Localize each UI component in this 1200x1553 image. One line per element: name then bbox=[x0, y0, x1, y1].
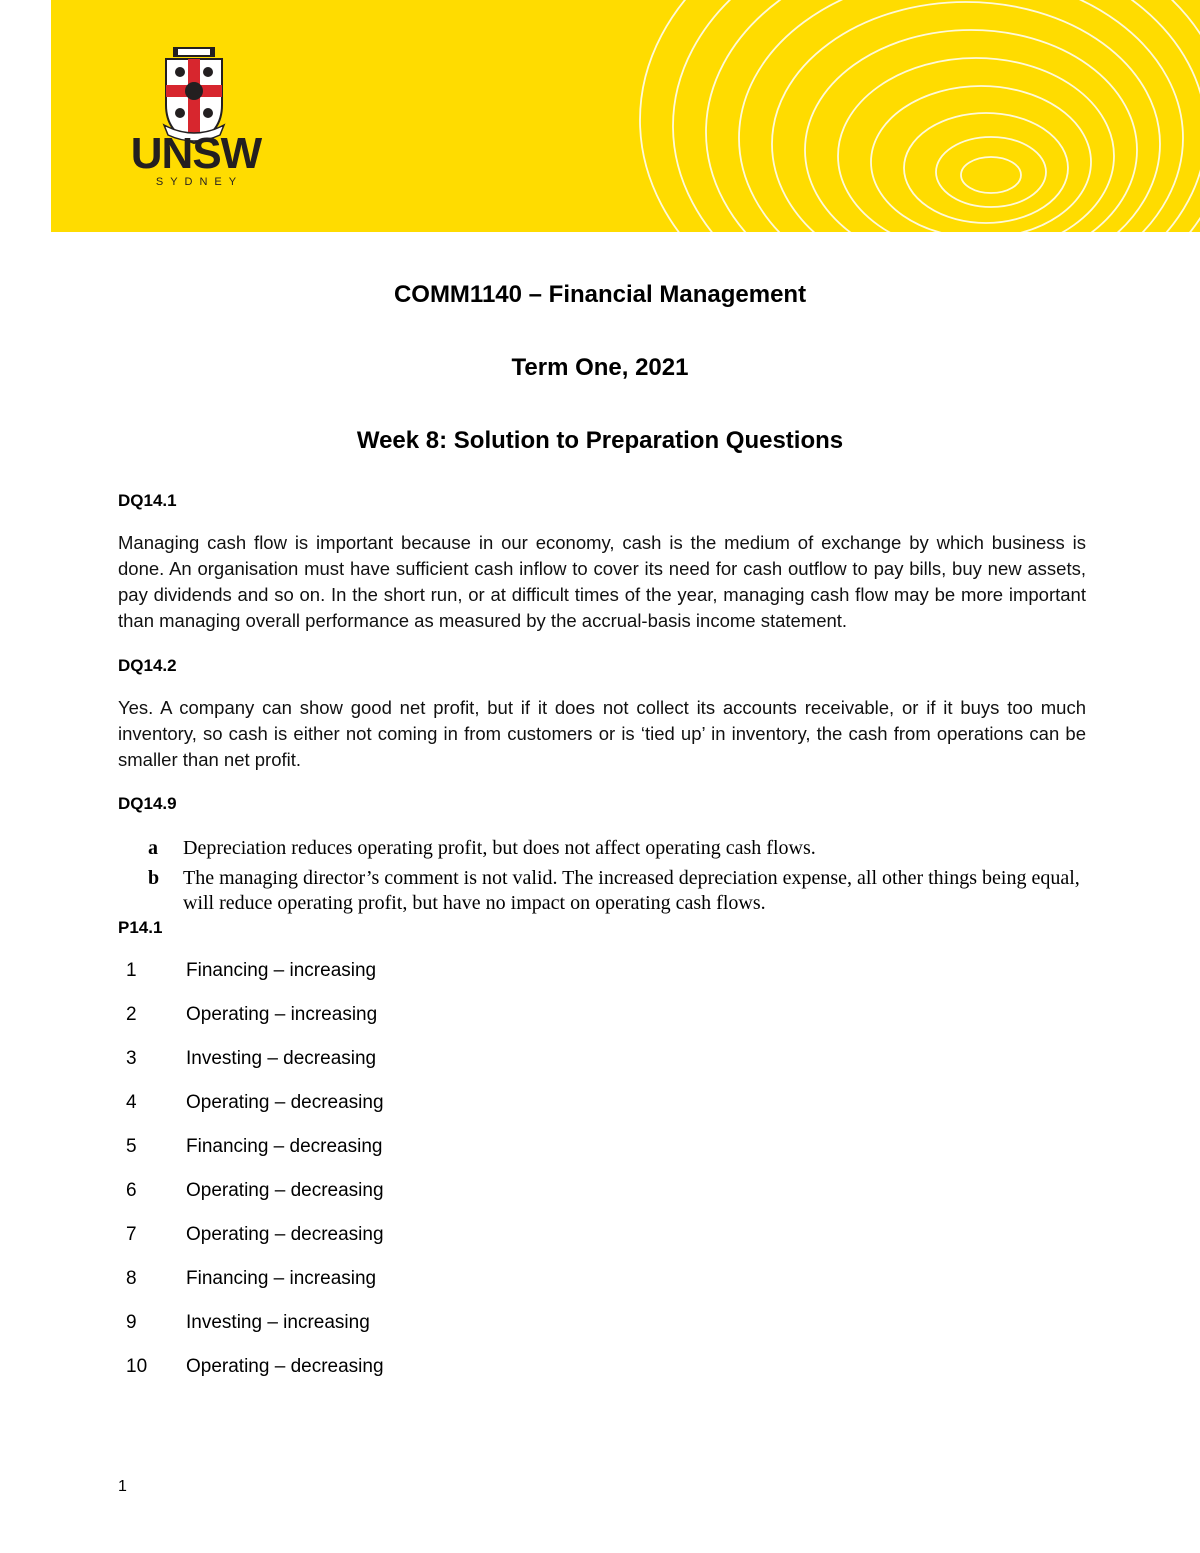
item-number: 3 bbox=[126, 1048, 137, 1069]
heading-dq14-1: DQ14.1 bbox=[118, 491, 177, 510]
paragraph-dq14-2: Yes. A company can show good net profit, but if it does not collect its accounts receivable, or if it buys too much inventory, so cash is either not coming in from customers or is ‘tied up’ in inventory, the cash from operations can be smaller than net profit. bbox=[118, 697, 1086, 770]
item-number: 8 bbox=[126, 1268, 137, 1289]
list-item bbox=[118, 1356, 384, 1378]
item-letter: b bbox=[148, 867, 160, 889]
item-text: Depreciation reduces operating profit, but does not affect operating cash flows. bbox=[183, 837, 816, 859]
list-item bbox=[118, 1092, 384, 1114]
item-text: Investing – increasing bbox=[186, 1312, 370, 1333]
item-number: 4 bbox=[126, 1092, 137, 1113]
item-number: 1 bbox=[126, 960, 137, 981]
list-item bbox=[118, 1136, 382, 1158]
list-item bbox=[148, 836, 1088, 861]
heading-p14-1: P14.1 bbox=[118, 918, 163, 937]
page-number: 1 bbox=[118, 1478, 127, 1495]
week-title: Week 8: Solution to Preparation Questions bbox=[356, 427, 844, 454]
list-item bbox=[118, 1180, 384, 1202]
heading-dq14-9: DQ14.9 bbox=[118, 794, 177, 813]
item-text: Investing – decreasing bbox=[186, 1048, 377, 1069]
list-item bbox=[118, 1268, 376, 1290]
paragraph-dq14-1: Managing cash flow is important because in our economy, cash is the medium of exchange by which business is done. An organisation must have sufficient cash inflow to cover its need for cash outflow to pay bills, buy new assets, pay dividends and so on. In the short run, or at difficult times of the year, managing cash flow may be more important than managing overall performance as measured by the accrual-basis income statement. bbox=[118, 532, 1086, 631]
logo-wordmark: UNSW bbox=[130, 129, 262, 178]
logo-subtext: SYDNEY bbox=[155, 176, 244, 188]
course-title: COMM1140 – Financial Management bbox=[393, 281, 807, 308]
list-item bbox=[118, 1224, 384, 1246]
item-number: 2 bbox=[126, 1004, 137, 1025]
item-text: The managing director’s comment is not valid. The increased depreciation expense, all other things being equal, will reduce operating profit, but have no impact on operating cash flows. bbox=[183, 867, 1080, 914]
item-number: 10 bbox=[126, 1356, 148, 1377]
list-item bbox=[118, 1312, 370, 1334]
item-text: Operating – decreasing bbox=[186, 1356, 384, 1377]
item-text: Operating – increasing bbox=[186, 1004, 378, 1025]
item-number: 7 bbox=[126, 1224, 137, 1245]
term-title: Term One, 2021 bbox=[511, 354, 689, 381]
heading-dq14-2: DQ14.2 bbox=[118, 656, 177, 675]
list-item bbox=[118, 1048, 376, 1070]
item-text: Operating – decreasing bbox=[186, 1180, 384, 1201]
item-number: 5 bbox=[126, 1136, 137, 1157]
header-banner bbox=[51, 0, 1200, 232]
list-item bbox=[118, 1004, 377, 1026]
item-letter: a bbox=[148, 837, 158, 859]
item-number: 9 bbox=[126, 1312, 137, 1333]
list-item bbox=[148, 866, 1088, 916]
item-text: Financing – increasing bbox=[186, 1268, 377, 1289]
item-text: Operating – decreasing bbox=[186, 1092, 384, 1113]
item-text: Financing – increasing bbox=[186, 960, 377, 981]
item-text: Operating – decreasing bbox=[186, 1224, 384, 1245]
item-number: 6 bbox=[126, 1180, 137, 1201]
dq14-9-list bbox=[148, 836, 1088, 916]
list-item bbox=[118, 960, 376, 982]
item-text: Financing – decreasing bbox=[186, 1136, 383, 1157]
